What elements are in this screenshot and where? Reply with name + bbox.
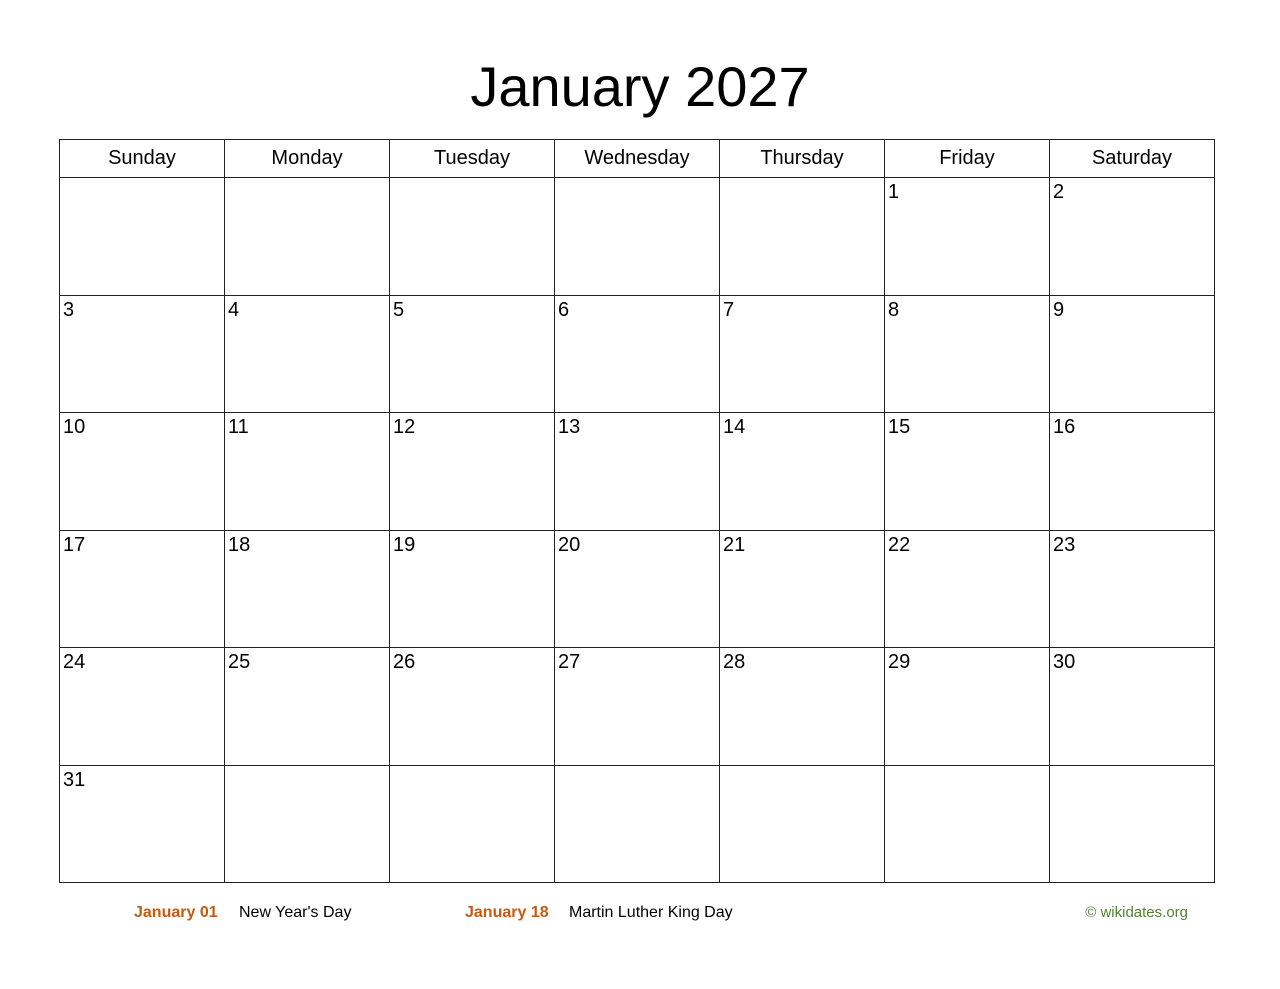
day-number: 8 xyxy=(888,298,900,321)
day-number: 24 xyxy=(63,651,86,673)
day-cell xyxy=(555,295,720,413)
day-cell xyxy=(555,648,720,766)
week-row xyxy=(60,530,1215,648)
day-cell xyxy=(225,295,390,413)
day-number xyxy=(225,766,389,769)
day-cell xyxy=(390,295,555,413)
day-cell xyxy=(1050,178,1215,296)
day-number: 30 xyxy=(1053,651,1076,673)
day-cell xyxy=(885,530,1050,648)
day-cell xyxy=(390,648,555,766)
week-row xyxy=(60,765,1215,883)
weekday-header-row xyxy=(60,140,1215,178)
day-number xyxy=(390,178,554,181)
day-cell xyxy=(885,413,1050,531)
day-number: 25 xyxy=(228,651,251,673)
day-cell xyxy=(60,530,225,648)
day-cell xyxy=(1050,413,1215,531)
day-cell xyxy=(720,648,885,766)
day-cell xyxy=(390,530,555,648)
day-number: 17 xyxy=(63,533,86,556)
day-number xyxy=(720,766,884,769)
weekday-header-tuesday: Tuesday xyxy=(390,140,555,178)
day-number: 21 xyxy=(723,533,746,556)
day-cell xyxy=(885,295,1050,413)
day-number xyxy=(555,766,719,769)
week-row xyxy=(60,648,1215,766)
day-number: 23 xyxy=(1053,533,1076,556)
day-number: 7 xyxy=(723,298,735,321)
week-row xyxy=(60,295,1215,413)
holiday-date: January 18 xyxy=(465,904,549,921)
day-cell xyxy=(1050,295,1215,413)
day-cell xyxy=(60,413,225,531)
day-number: 1 xyxy=(888,181,900,203)
day-number: 11 xyxy=(228,416,249,438)
day-number xyxy=(1050,766,1214,769)
day-number: 28 xyxy=(723,651,746,673)
day-number: 4 xyxy=(228,298,240,321)
day-number: 14 xyxy=(723,416,746,438)
day-number: 29 xyxy=(888,651,911,673)
day-number: 26 xyxy=(393,651,416,673)
day-cell xyxy=(720,295,885,413)
weekday-header-wednesday: Wednesday xyxy=(555,140,720,178)
day-cell xyxy=(225,178,390,296)
day-cell xyxy=(720,413,885,531)
day-cell xyxy=(60,648,225,766)
day-cell xyxy=(555,178,720,296)
holiday-date: January 01 xyxy=(134,904,218,921)
day-number: 19 xyxy=(393,533,416,556)
day-cell xyxy=(885,765,1050,883)
day-number: 6 xyxy=(558,298,570,321)
day-number: 2 xyxy=(1053,181,1065,203)
day-cell xyxy=(390,765,555,883)
calendar-title: January 2027 xyxy=(470,55,810,118)
day-number: 15 xyxy=(888,416,911,438)
day-number: 18 xyxy=(228,533,251,556)
day-cell xyxy=(720,178,885,296)
day-number: 3 xyxy=(63,298,75,321)
day-number xyxy=(720,178,884,181)
week-row xyxy=(60,178,1215,296)
day-number xyxy=(60,178,224,181)
day-number: 5 xyxy=(393,298,405,321)
holiday-name: Martin Luther King Day xyxy=(569,904,733,921)
day-cell xyxy=(555,765,720,883)
day-cell xyxy=(225,765,390,883)
day-number: 9 xyxy=(1053,298,1065,321)
day-number: 10 xyxy=(63,416,86,438)
day-cell xyxy=(720,765,885,883)
holiday-name: New Year's Day xyxy=(239,904,352,921)
day-cell xyxy=(555,530,720,648)
day-cell xyxy=(1050,765,1215,883)
day-cell xyxy=(885,648,1050,766)
day-cell xyxy=(225,413,390,531)
day-cell xyxy=(1050,530,1215,648)
weekday-header-thursday: Thursday xyxy=(720,140,885,178)
day-number xyxy=(225,178,389,181)
day-number: 27 xyxy=(558,651,581,673)
day-cell xyxy=(1050,648,1215,766)
week-row xyxy=(60,413,1215,531)
weekday-header-sunday: Sunday xyxy=(60,140,225,178)
weekday-header-saturday: Saturday xyxy=(1050,140,1215,178)
weekday-header-monday: Monday xyxy=(225,140,390,178)
day-cell xyxy=(60,765,225,883)
weekday-header-friday: Friday xyxy=(885,140,1050,178)
day-cell xyxy=(885,178,1050,296)
day-number xyxy=(555,178,719,181)
day-number xyxy=(885,766,1049,769)
day-cell xyxy=(60,178,225,296)
calendar-grid xyxy=(59,139,1215,883)
copyright-credit: © wikidates.org xyxy=(1085,904,1188,921)
day-cell xyxy=(60,295,225,413)
day-number: 16 xyxy=(1053,416,1076,438)
day-number: 22 xyxy=(888,533,911,556)
day-number: 13 xyxy=(558,416,581,438)
day-number xyxy=(390,766,554,769)
day-cell xyxy=(555,413,720,531)
day-cell xyxy=(225,648,390,766)
day-number: 20 xyxy=(558,533,581,556)
holiday-footer xyxy=(0,904,1280,928)
day-cell xyxy=(225,530,390,648)
day-cell xyxy=(720,530,885,648)
day-cell xyxy=(390,413,555,531)
day-number: 31 xyxy=(63,768,86,791)
day-number: 12 xyxy=(393,416,416,438)
day-cell xyxy=(390,178,555,296)
